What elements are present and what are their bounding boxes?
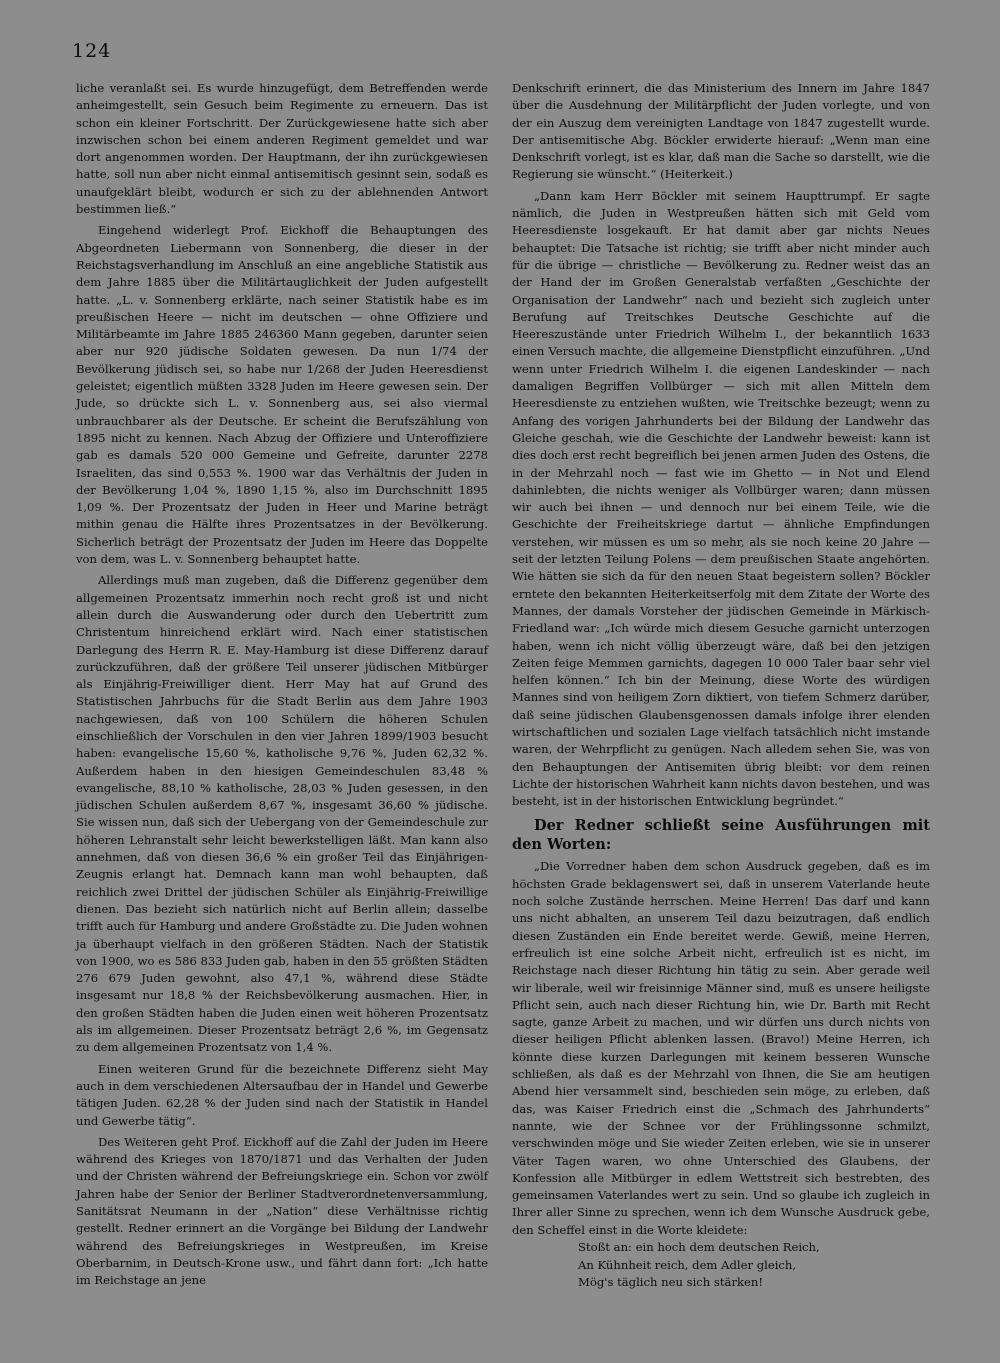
poem — [578, 1239, 930, 1292]
page-number: 124 — [72, 40, 112, 62]
paragraph: Allerdings muß man zugeben, daß die Differenz gegenüber dem allgemeinen Prozentsatz immerhin noch recht groß ist und nicht allein durch die Auswanderung oder durch den Uebertritt zum Christentum hinreichend erklärt wird. Nach einer statistischen Darlegung des Herrn R. E. May-Hamburg ist diese Differenz darauf zurückzuführen, daß der größere Teil unserer jüdischen Mitbürger als Einjährig-Freiwilliger dient. Herr May hat auf Grund des Statistischen Jahrbuchs für die Stadt Berlin aus dem Jahre 1903 nachgewiesen, daß von 100 Schülern die höheren Schulen einschließlich der Vorschulen in den vier Jahren 1899/1903 besucht haben: evangelische 15,60 %, katholische 9,76 %, Juden 62,32 %. Außerdem haben in den hiesigen Gemeindeschulen 83,48 % evangelische, 88,10 % katholische, 28,03 % Juden gesessen, in den jüdischen Schulen außerdem 8,67 %, insgesamt 36,60 % jüdische. Sie wissen nun, daß sich der Uebergang von der Gemeindeschule zur höheren Lehranstalt sehr leicht bewerkstelligen läßt. Man kann also annehmen, daß von diesen 36,6 % ein großer Teil das Einjährigen-Zeugnis erlangt hat. Demnach kann man wohl behaupten, daß reichlich zwei Drittel der jüdischen Schüler als Einjährig-Freiwillige dienen. Das bezieht sich natürlich nicht auf Berlin allein; dasselbe trifft auch für Hamburg und andere Großstädte zu. Die Juden wohnen ja überhaupt vielfach in den größeren Städten. Nach der Statistik von 1900, wo es 586 833 Juden gab, haben in den 55 größten Städten 276 679 Juden gewohnt, also 47,1 %, während diese Städte insgesamt nur 18,8 % der Reichsbevölkerung ausmachen. Hier, in den großen Städten haben die Juden einen weit höheren Prozentsatz als im allgemeinen. Dieser Prozentsatz beträgt 2,6 %, im Gegensatz zu dem allgemeinen Prozentsatz von 1,4 %. — [76, 573, 488, 1055]
poem-line: An Kühnheit reich, dem Adler gleich, — [578, 1257, 797, 1272]
paragraph: Einen weiteren Grund für die bezeichnete Differenz sieht May auch in dem verschiedenen Altersaufbau der in Handel und Gewerbe tätigen Juden. 62,28 % der Juden sind nach der Statistik in Handel und Gewerbe tätig“. — [76, 1061, 488, 1128]
paragraph: liche veranlaßt sei. Es wurde hinzugefügt, dem Betreffenden werde anheimgestellt, sein Gesuch beim Regimente zu erneuern. Das ist schon ein kleiner Fortschritt. Der Zurückgewiesene hatte sich aber inzwischen schon bei einem anderen Regiment gemeldet und war dort angenommen worden. Der Hauptmann, der ihn zurückgewiesen hatte, soll nun aber nicht einmal antisemitisch gesinnt sein, sodaß es unaufgeklärt bleibt, wodurch er sich zu der ablehnenden Antwort bestimmen ließ.“ — [76, 81, 488, 217]
closing-paragraph: „Die Vorredner haben dem schon Ausdruck gegeben, daß es im höchsten Grade beklagenswert sei, daß in unserem Vaterlande heute noch solche Zustände herrschen. Meine Herren! Das darf und kann uns nicht abhalten, an unserem Teil dazu beizutragen, daß endlich diesen Zuständen ein Ende bereitet werde. Gewiß, meine Herren, erfreulich ist eine solche Arbeit nicht, erfreulich ist es nicht, im Reichstage nach dieser Richtung hin tätig zu sein. Aber gerade weil wir liberale, weil wir freisinnige Männer sind, muß es unsere heiligste Pflicht sein, auch nach dieser Richtung hin, wie Dr. Barth mit Recht sagte, ganze Arbeit zu machen, und wir dürfen uns durch nichts von dieser heiligen Pflicht ablenken lassen. (Bravo!) Meine Herren, ich könnte diese kurzen Darlegungen mit keinem besseren Wunsche schließen, als daß es der Mehrzahl von Ihnen, die Sie am heutigen Abend hier versammelt sind, beschieden sein möge, zu erleben, daß das, was Kaiser Friedrich einst die „Schmach des Jahrhunderts“ nannte, wie der Schnee vor der Frühlingssonne schmilzt, verschwinden möge und Sie wieder Zeiten erleben, wie sie in unserer Väter Tagen waren, wo ohne Unterschied des Glaubens, der Konfession alle Mitbürger in edlem Wettstreit sich bestrebten, des gemeinsamen Vaterlandes wert zu sein. Und so glaube ich zugleich in Ihrer aller Sinne zu sprechen, wenn ich dem Wunsche Ausdruck gebe, den Scheffel einst in die Worte kleidete: — [512, 859, 930, 1237]
section-heading: Der Redner schließt seine Ausführungen mit den Worten: — [512, 817, 930, 854]
poem-line: Mög's täglich neu sich stärken! — [578, 1275, 764, 1289]
paragraph: Denkschrift erinnert, die das Ministerium des Innern im Jahre 1847 über die Ausdehnung der Militärpflicht der Juden vorlegte, und von der ein Auszug dem vereinigten Landtage von 1847 zugestellt wurde. Der antisemitische Abg. Böckler erwiderte hierauf: „Wenn man eine Denkschrift vorlegt, ist es klar, daß man die Sache so darstellt, wie die Regierung sie wünscht.“ (Heiterkeit.) — [512, 81, 930, 182]
poem-line: Stoßt an: ein hoch dem deutschen Reich, — [578, 1240, 820, 1254]
paragraph: „Dann kam Herr Böckler mit seinem Haupttrumpf. Er sagte nämlich, die Juden in Westpreußen hätten sich mit Geld vom Heeresdienste losgekauft. Er hat damit aber gar nichts Neues behauptet: Die Tatsache ist richtig; sie trifft aber nicht minder auch für die übrige — christliche — Bevölkerung zu. Redner weist das an der Hand der im Großen Generalstab verfaßten „Geschichte der Organisation der Landwehr“ nach und bezieht sich zugleich unter Berufung auf Treitschkes Deutsche Geschichte auf die Heereszustände unter Friedrich Wilhelm I., der bekanntlich 1633 einen Versuch machte, die allgemeine Dienstpflicht einzuführen. „Und wenn unter Friedrich Wilhelm I. die eigenen Landeskinder — nach damaligen Begriffen Vollbürger — sich mit allen Mitteln dem Heeresdienste zu entziehen wußten, wie Treitschke bezeugt; wenn zu Anfang des vorigen Jahrhunderts bei der Bildung der Landwehr das Gleiche geschah, wie die Geschichte der Landwehr beweist: kann ist dies doch erst recht begreiflich bei jenen armen Juden des Ostens, die in der Mehrzahl noch — fast wie im Ghetto — in Not und Elend dahinlebten, die nichts weniger als Vollbürger waren; dann müssen wir auch bei ihnen — und dennoch nur bei einem Teile, wie die Geschichte der Freiheitskriege dartut — ähnliche Empfindungen verstehen, wir müssen es um so mehr, als sie noch keine 20 Jahre — seit der letzten Teilung Polens — dem preußischen Staate angehörten. Wie hätten sie sich da für den neuen Staat begeistern sollen? Böckler erntete den bekannten Heiterkeitserfolg mit dem Zitate der Worte des Mannes, der damals Vorsteher der jüdischen Gemeinde in Märkisch-Friedland war: „Ich würde mich diesem Gesuche garnicht unterzogen haben, wenn ich nicht völlig überzeugt wäre, daß bei den jetzigen Zeiten feige Memmen garnichts, dagegen 10 000 Taler baar sehr viel helfen können.“ Ich bin der Meinung, diese Worte des würdigen Mannes sind von heiligem Zorn diktiert, von tiefem Schmerz darüber, daß seine jüdischen Glaubensgenossen damals infolge ihrer elenden wirtschaftlichen und sozialen Lage vielfach tatsächlich nicht imstande waren, der Wehrpflicht zu genügen. Nach alledem sehen Sie, was von den Behauptungen der Antisemiten übrig bleibt: vor dem reinen Lichte der historischen Wahrheit kann nichts davon bestehen, und was besteht, ist in der historischen Entwicklung begründet.“ — [512, 188, 930, 809]
paragraph: Des Weiteren geht Prof. Eickhoff auf die Zahl der Juden im Heere während des Krieges von 1870/1871 und das Verhalten der Juden und der Christen während der Befreiungskriege ein. Schon vor zwölf Jahren habe der Senior der Berliner Stadtverordnetenversammlung, Sanitätsrat Neumann in der „Nation“ diese Verhältnisse richtig gestellt. Redner erinnert an die Vorgänge bei Bildung der Landwehr während des Befreiungskrieges in Westpreußen, im Kreise Oberbarnim, in Deutsch-Krone usw., und fährt dann fort: „Ich hatte im Reichstage an jene — [76, 1134, 488, 1288]
paragraph: Eingehend widerlegt Prof. Eickhoff die Behauptungen des Abgeordneten Liebermann von Sonnenberg, die dieser in der Reichstagsverhandlung im Anschluß an eine angebliche Statistik aus dem Jahre 1885 über die Militärtauglichkeit der Juden aufgestellt hatte. „L. v. Sonnenberg erklärte, nach seiner Statistik habe es im preußischen Heere — nicht im deutschen — ohne Offiziere und Militärbeamte im Jahre 1885 246360 Mann gegeben, darunter seien aber nur 920 jüdische Soldaten gewesen. Da nun 1/74 der Bevölkerung jüdisch sei, so habe nur 1/268 der Juden Heeresdienst geleistet; eigentlich müßten 3328 Juden im Heere gewesen sein. Der Jude, so drückte sich L. v. Sonnenberg aus, sei also viermal unbrauchbarer als der Deutsche. Er scheint die Berufszählung von 1895 nicht zu kennen. Nach Abzug der Offiziere und Unteroffiziere gab es damals 520 000 Gemeine und Gefreite, darunter 2278 Israeliten, das sind 0,553 %. 1900 war das Verhältnis der Juden in der Bevölkerung 1,04 %, 1890 1,15 %, also im Durchschnitt 1895 1,09 %. Der Prozentsatz der Juden in Heer und Marine beträgt mithin genau die Hälfte ihres Prozentsatzes in der Bevölkerung. Sicherlich beträgt der Prozentsatz der Juden im Heere das Doppelte von dem, was L. v. Sonnenberg behauptet hatte. — [76, 223, 488, 567]
right-column — [512, 80, 930, 1292]
left-column — [76, 80, 488, 1289]
